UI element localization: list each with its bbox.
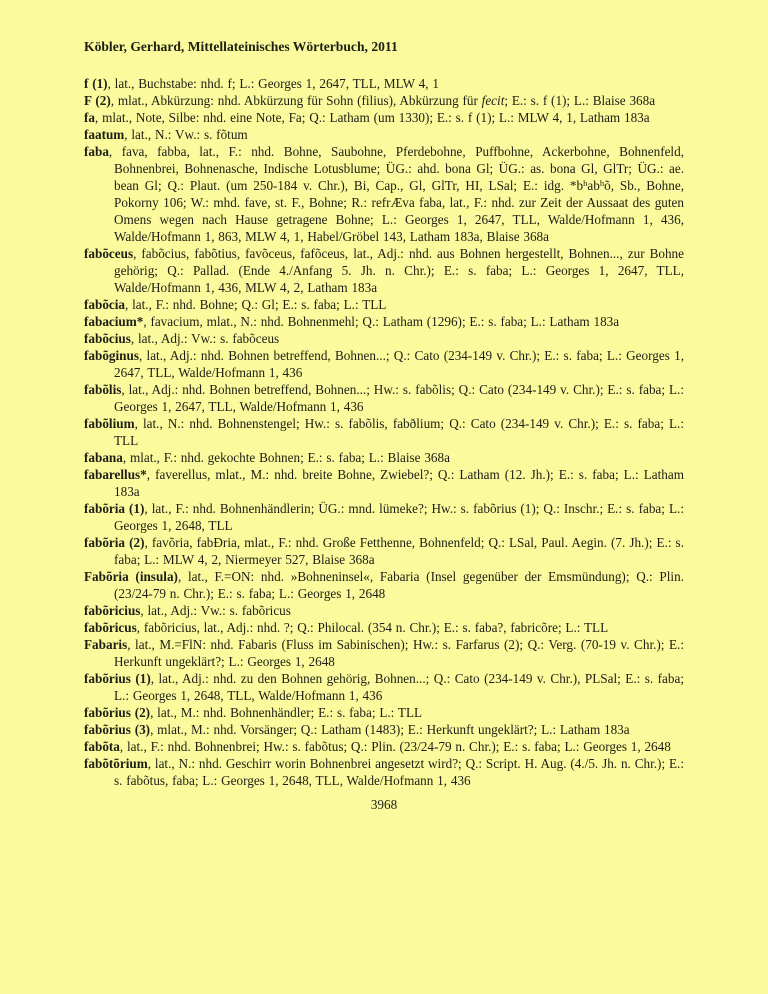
entry-text: , lat., Adj.: nhd. Bohnen betreffend, Bohnen...; Q.: Cato (234-149 v. Chr.); E.: s. faba; L.: Georges 1, 2647, TLL, Walde/Hofmann 1, 436	[114, 348, 684, 380]
dictionary-entry	[84, 415, 684, 449]
headword: fabõricus	[84, 620, 137, 635]
headword: fabõcius	[84, 331, 131, 346]
entry-text: , favõria, fabÐria, mlat., F.: nhd. Große Fetthenne, Bohnenfeld; Q.: LSal, Paul. Aegin. (7. Jh.); E.: s. faba; L.: MLW 4, 2, Niermeyer 527, Blaise 368a	[114, 535, 684, 567]
headword: f (1)	[84, 76, 108, 91]
dictionary-entry	[84, 721, 684, 738]
dictionary-entry	[84, 568, 684, 602]
headword: fabõria (1)	[84, 501, 145, 516]
dictionary-entry	[84, 466, 684, 500]
entry-text: fecit	[481, 93, 505, 108]
headword: fabana	[84, 450, 123, 465]
entry-text: , lat., F.: nhd. Bohnenhändlerin; ÜG.: mnd. lümeke?; Hw.: s. fabõrius (1); Q.: Inschr.; E.: s. faba; L.: Georges 1, 2648, TLL	[114, 501, 684, 533]
headword: fa	[84, 110, 95, 125]
dictionary-entry	[84, 109, 684, 126]
entry-text: h	[583, 178, 588, 189]
headword: fabõtõrium	[84, 756, 148, 771]
entry-text: ab	[587, 178, 600, 193]
dictionary-entry	[84, 313, 684, 330]
dictionary-entry	[84, 500, 684, 534]
dictionary-entry	[84, 245, 684, 296]
entries-list	[84, 75, 684, 789]
dictionary-entry	[84, 75, 684, 92]
entry-text: , lat., Adj.: nhd. zu den Bohnen gehörig, Bohnen...; Q.: Cato (234-149 v. Chr.), PLSal; E.: s. faba; L.: Georges 1, 2648, TLL, Walde/Hofmann 1, 436	[114, 671, 684, 703]
dictionary-entry	[84, 636, 684, 670]
entry-text: , favacium, mlat., N.: nhd. Bohnenmehl; Q.: Latham (1296); E.: s. faba; L.: Latham 183a	[143, 314, 620, 329]
page-title: Köbler, Gerhard, Mittellateinisches Wörterbuch, 2011	[84, 39, 398, 54]
headword: fabõlium	[84, 416, 135, 431]
dictionary-entry	[84, 330, 684, 347]
dictionary-entry	[84, 534, 684, 568]
headword: faatum	[84, 127, 125, 142]
headword: faba	[84, 144, 109, 159]
dictionary-entry	[84, 449, 684, 466]
dictionary-entry	[84, 755, 684, 789]
entry-text: , lat., Adj.: nhd. Bohnen betreffend, Bohnen...; Hw.: s. fabõlis; Q.: Cato (234-149 v. Chr.); E.: s. faba; L.: Georges 1, 2647, TLL, Walde/Hofmann 1, 436	[114, 382, 684, 414]
dictionary-entry	[84, 381, 684, 415]
entry-text: , fabõricius, lat., Adj.: nhd. ?; Q.: Philocal. (354 n. Chr.); E.: s. faba?, fabricõre; L.: TLL	[136, 620, 609, 635]
headword: fabõrius (1)	[84, 671, 151, 686]
headword: fabõria (2)	[84, 535, 145, 550]
headword: fabõlis	[84, 382, 122, 397]
entry-text: , lat., Adj.: Vw.: s. fabõricus	[140, 603, 291, 618]
entry-text: h	[599, 178, 605, 189]
dictionary-entry	[84, 670, 684, 704]
headword: fabõta	[84, 739, 120, 754]
headword: fabõricius	[84, 603, 141, 618]
dictionary-entry	[84, 296, 684, 313]
entry-text: õ, Sb., Bohne, Pokorny 106; W.: mhd. fave, st. F., Bohne; R.: refrÆva faba, lat., F.: nhd. zur Zeit der Aussaat des guten Omens wegen nach Hause getragene Bohne; L.: Georges 1, 2647, TLL, Walde/Hofmann 1, 436, Walde/Hofmann 1, 863, MLW 4, 1, Habel/Gröbel 143, Latham 183a, Blaise 368a	[114, 178, 684, 244]
dictionary-entry	[84, 704, 684, 721]
dictionary-entry	[84, 738, 684, 755]
entry-text: ; E.: s. f (1); L.: Blaise 368a	[504, 93, 656, 108]
entry-text: , lat., F.=ON: nhd. »Bohneninsel«, Fabaria (Insel gegenüber der Emsmündung); Q.: Plin. (23/24-79 n. Chr.); E.: s. faba; L.: Georges 1, 2648	[114, 569, 684, 601]
dictionary-entry	[84, 143, 684, 245]
dictionary-entry	[84, 347, 684, 381]
headword: fabacium*	[84, 314, 144, 329]
headword: Fabõria (insula)	[84, 569, 178, 584]
entry-text: , lat., Buchstabe: nhd. f; L.: Georges 1, 2647, TLL, MLW 4, 1	[107, 76, 439, 91]
entry-text: , mlat., Abkürzung: nhd. Abkürzung für Sohn (filius), Abkürzung für	[110, 93, 482, 108]
headword: Fabaris	[84, 637, 128, 652]
dictionary-entry	[84, 126, 684, 143]
entry-text: , mlat., Note, Silbe: nhd. eine Note, Fa; Q.: Latham (um 1330); E.: s. f (1); L.: MLW 4, 1, Latham 183a	[95, 110, 650, 125]
entry-text: , lat., Adj.: Vw.: s. fabõceus	[130, 331, 280, 346]
dictionary-entry	[84, 602, 684, 619]
entry-text: , faverellus, mlat., M.: nhd. breite Bohne, Zwiebel?; Q.: Latham (12. Jh.); E.: s. faba; L.: Latham 183a	[114, 467, 684, 499]
headword: fabarellus*	[84, 467, 147, 482]
entry-text: , lat., F.: nhd. Bohne; Q.: Gl; E.: s. faba; L.: TLL	[125, 297, 387, 312]
dictionary-entry	[84, 619, 684, 636]
entry-text: , fabõcius, fabõtius, favõceus, fafõceus, lat., Adj.: nhd. aus Bohnen hergestellt, Bohnen..., zur Bohne gehörig; Q.: Pallad. (Ende 4./Anfang 5. Jh. n. Chr.); E.: s. faba; L.: Georges 1, 2647, TLL, Walde/Hofmann 1, 436, MLW 4, 2, Latham 183a	[114, 246, 684, 295]
entry-text: , lat., F.: nhd. Bohnenbrei; Hw.: s. fabõtus; Q.: Plin. (23/24-79 n. Chr.); E.: s. faba; L.: Georges 1, 2648	[119, 739, 671, 754]
headword: F (2)	[84, 93, 111, 108]
headword: fabõcia	[84, 297, 126, 312]
dictionary-entry	[84, 92, 684, 109]
page-number: 3968	[370, 797, 398, 812]
headword: fabõrius (3)	[84, 722, 151, 737]
entry-text: , mlat., M.: nhd. Vorsänger; Q.: Latham (1483); E.: Herkunft ungeklärt?; L.: Latham 183a	[150, 722, 630, 737]
entry-text: , lat., N.: nhd. Geschirr worin Bohnenbrei angesetzt wird?; Q.: Script. H. Aug. (4./5. Jh. n. Chr.); E.: s. fabõtus, faba; L.: Georges 1, 2648, TLL, Walde/Hofmann 1, 436	[114, 756, 684, 788]
headword: fabõginus	[84, 348, 139, 363]
headword: fabõrius (2)	[84, 705, 151, 720]
entry-text: , lat., M.=FlN: nhd. Fabaris (Fluss im Sabinischen); Hw.: s. Farfarus (2); Q.: Verg. (70-19 v. Chr.); E.: Herkunft ungeklärt?; L.: Georges 1, 2648	[114, 637, 684, 669]
entry-text: , mlat., F.: nhd. gekochte Bohnen; E.: s. faba; L.: Blaise 368a	[122, 450, 450, 465]
entry-text: , lat., M.: nhd. Bohnenhändler; E.: s. faba; L.: TLL	[150, 705, 423, 720]
headword: fabõceus	[84, 246, 134, 261]
entry-text: , lat., N.: Vw.: s. fõtum	[124, 127, 248, 142]
entry-text: , fava, fabba, lat., F.: nhd. Bohne, Saubohne, Pferdebohne, Puffbohne, Ackerbohne, Bohnenfeld, Bohnenbrei, Bohnenasche, Indische Lotusblume; ÜG.: ahd. bona Gl; ÜG.: as. bona Gl, GlTr; ÜG.: ae. bean Gl; Q.: Plaut. (um 250-184 v. Chr.), Bi, Cap., Gl, GlTr, HI, LSal; E.: idg. *b	[108, 144, 684, 193]
entry-text: , lat., N.: nhd. Bohnenstengel; Hw.: s. fabõlis, fabðlium; Q.: Cato (234-149 v. Chr.); E.: s. faba; L.: TLL	[114, 416, 684, 448]
